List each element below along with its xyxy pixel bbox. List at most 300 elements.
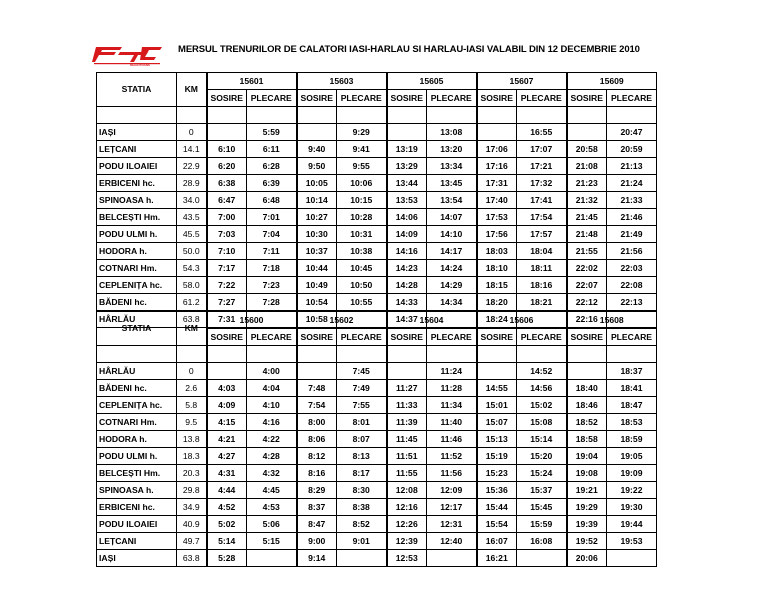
km-value: 13.8 [177,431,207,448]
arrival-time [207,124,247,141]
departure-time: 7:28 [247,294,297,311]
departure-time: 15:20 [517,448,567,465]
km-value: 5.8 [177,397,207,414]
km-value: 61.2 [177,294,207,311]
arrival-header: SOSIRE [207,90,247,107]
arrival-time: 21:23 [567,175,607,192]
arrival-time: 15:13 [477,431,517,448]
departure-time: 19:05 [607,448,657,465]
departure-time: 8:07 [337,431,387,448]
arrival-time: 4:27 [207,448,247,465]
departure-time: 20:47 [607,124,657,141]
departure-time: 13:20 [427,141,477,158]
arrival-time: 16:21 [477,550,517,567]
arrival-time: 10:37 [297,243,337,260]
departure-time: 19:53 [607,533,657,550]
departure-time: 10:15 [337,192,387,209]
departure-time: 13:34 [427,158,477,175]
arrival-time: 14:06 [387,209,427,226]
departure-header: PLECARE [247,90,297,107]
arrival-time: 17:40 [477,192,517,209]
departure-time: 15:37 [517,482,567,499]
regiotrans-logo [92,44,164,66]
departure-time: 12:31 [427,516,477,533]
station-name: CEPLENIȚA hc. [97,277,177,294]
station-name: PODU ULMI h. [97,226,177,243]
departure-time: 19:22 [607,482,657,499]
departure-time [607,550,657,567]
departure-time: 11:52 [427,448,477,465]
departure-time: 8:17 [337,465,387,482]
km-value: 40.9 [177,516,207,533]
arrival-time: 7:31 [207,311,247,328]
station-name: LEȚCANI [97,141,177,158]
arrival-time: 10:44 [297,260,337,277]
arrival-time: 7:00 [207,209,247,226]
arrival-time: 4:15 [207,414,247,431]
departure-time: 17:54 [517,209,567,226]
station-name: ERBICENI hc. [97,499,177,516]
arrival-time: 18:58 [567,431,607,448]
train-number-header: 15607 [477,73,567,90]
arrival-time: 9:50 [297,158,337,175]
arrival-header: SOSIRE [477,90,517,107]
table-row [97,550,657,567]
train-number-header: 15605 [387,73,477,90]
km-value: 49.7 [177,533,207,550]
col-km-header: KM [177,312,207,346]
departure-header: PLECARE [337,329,387,346]
departure-time: 7:04 [247,226,297,243]
arrival-time: 18:52 [567,414,607,431]
arrival-time: 14:16 [387,243,427,260]
departure-header: PLECARE [427,329,477,346]
arrival-time: 17:31 [477,175,517,192]
departure-time: 11:24 [427,363,477,380]
arrival-time: 22:02 [567,260,607,277]
arrival-time: 15:07 [477,414,517,431]
departure-time [247,550,297,567]
departure-time: 14:17 [427,243,477,260]
arrival-time: 12:53 [387,550,427,567]
departure-time: 18:04 [517,243,567,260]
departure-time: 16:55 [517,124,567,141]
arrival-time: 19:39 [567,516,607,533]
arrival-time: 11:33 [387,397,427,414]
station-name: COTNARI Hm. [97,414,177,431]
arrival-time: 7:48 [297,380,337,397]
arrival-time [387,124,427,141]
table-row [97,414,657,431]
departure-time: 14:10 [427,226,477,243]
departure-header: PLECARE [517,90,567,107]
departure-time: 15:45 [517,499,567,516]
km-value: 63.8 [177,311,207,328]
table-row [97,192,657,209]
arrival-time: 22:07 [567,277,607,294]
arrival-time: 4:31 [207,465,247,482]
arrival-time: 11:45 [387,431,427,448]
departure-time: 4:32 [247,465,297,482]
departure-time: 22:13 [607,294,657,311]
arrival-time: 14:33 [387,294,427,311]
train-number-header: 15600 [207,312,297,329]
arrival-time: 14:37 [387,311,427,328]
departure-time: 19:44 [607,516,657,533]
arrival-time: 18:15 [477,277,517,294]
table-row [97,226,657,243]
arrival-time: 4:21 [207,431,247,448]
table-row [97,516,657,533]
arrival-time: 18:46 [567,397,607,414]
arrival-time [567,363,607,380]
arrival-time: 4:09 [207,397,247,414]
km-value: 34.0 [177,192,207,209]
km-value: 34.9 [177,499,207,516]
arrival-time: 11:39 [387,414,427,431]
table-row [97,277,657,294]
arrival-time: 12:16 [387,499,427,516]
departure-time: 17:57 [517,226,567,243]
departure-time: 10:45 [337,260,387,277]
arrival-header: SOSIRE [297,90,337,107]
table-row [97,260,657,277]
arrival-header: SOSIRE [567,90,607,107]
arrival-time: 21:55 [567,243,607,260]
table-row [97,533,657,550]
departure-time: 21:24 [607,175,657,192]
arrival-time: 19:52 [567,533,607,550]
arrival-time [477,363,517,380]
departure-time: 17:41 [517,192,567,209]
col-station-header: STATIA [97,312,177,346]
departure-time [427,550,477,567]
arrival-time: 15:44 [477,499,517,516]
station-name: BELCEȘTI Hm. [97,465,177,482]
arrival-time: 4:44 [207,482,247,499]
arrival-time [387,363,427,380]
arrival-time: 10:49 [297,277,337,294]
departure-time: 5:59 [247,124,297,141]
arrival-time: 7:17 [207,260,247,277]
departure-time: 7:49 [337,380,387,397]
station-name: CEPLENIȚA hc. [97,397,177,414]
km-value: 20.3 [177,465,207,482]
departure-time: 15:24 [517,465,567,482]
arrival-time: 21:48 [567,226,607,243]
km-value: 0 [177,363,207,380]
table-row [97,499,657,516]
departure-header: PLECARE [517,329,567,346]
departure-time: 15:59 [517,516,567,533]
arrival-header: SOSIRE [297,329,337,346]
station-name: PODU ILOAIEI [97,158,177,175]
departure-time: 10:31 [337,226,387,243]
arrival-time: 15:23 [477,465,517,482]
arrival-time: 11:51 [387,448,427,465]
departure-time: 17:21 [517,158,567,175]
table-row [97,175,657,192]
departure-time: 9:01 [337,533,387,550]
arrival-time: 14:23 [387,260,427,277]
station-name: BELCEȘTI Hm. [97,209,177,226]
departure-time: 17:07 [517,141,567,158]
departure-header: PLECARE [607,329,657,346]
arrival-time: 8:29 [297,482,337,499]
station-name: LEȚCANI [97,533,177,550]
train-number-header: 15603 [297,73,387,90]
departure-time: 18:53 [607,414,657,431]
arrival-time: 17:06 [477,141,517,158]
arrival-time: 20:06 [567,550,607,567]
arrival-time: 12:39 [387,533,427,550]
departure-time [517,550,567,567]
departure-time: 10:06 [337,175,387,192]
departure-time: 11:34 [427,397,477,414]
table-row [97,209,657,226]
station-name: BĂDENI hc. [97,294,177,311]
departure-time: 15:08 [517,414,567,431]
arrival-time: 8:12 [297,448,337,465]
arrival-time: 22:12 [567,294,607,311]
arrival-time: 10:14 [297,192,337,209]
station-name: BĂDENI hc. [97,380,177,397]
table-row [97,363,657,380]
arrival-time: 14:28 [387,277,427,294]
arrival-time: 12:08 [387,482,427,499]
departure-time: 7:18 [247,260,297,277]
arrival-time: 15:19 [477,448,517,465]
departure-time: 8:38 [337,499,387,516]
departure-time: 6:39 [247,175,297,192]
departure-time: 14:56 [517,380,567,397]
departure-time: 4:22 [247,431,297,448]
departure-time: 16:08 [517,533,567,550]
departure-time: 4:04 [247,380,297,397]
km-value: 43.5 [177,209,207,226]
departure-time: 13:45 [427,175,477,192]
departure-time: 8:13 [337,448,387,465]
departure-time: 15:14 [517,431,567,448]
table-row [97,465,657,482]
km-value: 18.3 [177,448,207,465]
departure-time: 18:59 [607,431,657,448]
arrival-header: SOSIRE [387,90,427,107]
arrival-time: 13:29 [387,158,427,175]
table-row [97,482,657,499]
arrival-time: 4:52 [207,499,247,516]
table-row [97,397,657,414]
departure-time: 22:03 [607,260,657,277]
arrival-time: 9:00 [297,533,337,550]
departure-time: 10:28 [337,209,387,226]
table-row [97,380,657,397]
km-value: 50.0 [177,243,207,260]
departure-time: 4:00 [247,363,297,380]
table-row [97,431,657,448]
departure-time: 9:29 [337,124,387,141]
departure-time: 21:49 [607,226,657,243]
arrival-time: 18:03 [477,243,517,260]
departure-time: 5:15 [247,533,297,550]
arrival-time: 16:07 [477,533,517,550]
km-value: 2.6 [177,380,207,397]
arrival-time [567,124,607,141]
station-name: IAȘI [97,550,177,567]
arrival-time: 12:26 [387,516,427,533]
arrival-time: 8:00 [297,414,337,431]
departure-time: 14:52 [517,363,567,380]
departure-time: 18:16 [517,277,567,294]
km-value: 9.5 [177,414,207,431]
arrival-time: 10:30 [297,226,337,243]
arrival-time: 7:10 [207,243,247,260]
km-value: 63.8 [177,550,207,567]
arrival-time [297,124,337,141]
arrival-time: 21:32 [567,192,607,209]
departure-time: 8:52 [337,516,387,533]
departure-time: 13:08 [427,124,477,141]
departure-time: 17:32 [517,175,567,192]
table-row [97,243,657,260]
departure-time: 21:33 [607,192,657,209]
departure-header: PLECARE [337,90,387,107]
arrival-time: 9:14 [297,550,337,567]
col-station-header: STATIA [97,73,177,107]
km-value: 58.0 [177,277,207,294]
arrival-time: 7:27 [207,294,247,311]
arrival-header: SOSIRE [207,329,247,346]
arrival-header: SOSIRE [567,329,607,346]
table-row [97,124,657,141]
arrival-time: 19:21 [567,482,607,499]
arrival-time: 13:53 [387,192,427,209]
station-name: HÂRLĂU [97,311,177,328]
departure-time: 21:56 [607,243,657,260]
arrival-time: 22:16 [567,311,607,328]
timetable-iasi-harlau [96,72,657,328]
departure-time: 12:09 [427,482,477,499]
arrival-time: 7:22 [207,277,247,294]
arrival-time: 6:47 [207,192,247,209]
departure-time: 22:08 [607,277,657,294]
departure-time: 6:11 [247,141,297,158]
km-value: 14.1 [177,141,207,158]
arrival-time: 11:55 [387,465,427,482]
departure-time: 11:28 [427,380,477,397]
arrival-time: 20:58 [567,141,607,158]
arrival-time: 11:27 [387,380,427,397]
arrival-time: 18:10 [477,260,517,277]
station-name: PODU ILOAIEI [97,516,177,533]
departure-time: 14:07 [427,209,477,226]
arrival-time: 13:44 [387,175,427,192]
departure-time: 21:13 [607,158,657,175]
arrival-time: 7:03 [207,226,247,243]
departure-time: 6:28 [247,158,297,175]
departure-time: 10:50 [337,277,387,294]
arrival-time: 13:19 [387,141,427,158]
table-row [97,448,657,465]
departure-time: 21:46 [607,209,657,226]
station-name: SPINOASA h. [97,482,177,499]
departure-time: 13:54 [427,192,477,209]
col-km-header: KM [177,73,207,107]
arrival-time: 18:40 [567,380,607,397]
departure-time: 10:55 [337,294,387,311]
logo-text: REGIOTRANS [130,62,151,66]
arrival-time [297,363,337,380]
arrival-time: 4:03 [207,380,247,397]
arrival-time: 15:54 [477,516,517,533]
page-title: MERSUL TRENURILOR DE CALATORI IASI-HARLAU SI HARLAU-IASI VALABIL DIN 12 DECEMBRIE 2010 [178,44,640,55]
arrival-time: 17:16 [477,158,517,175]
km-value: 54.3 [177,260,207,277]
arrival-time: 8:47 [297,516,337,533]
departure-time: 12:17 [427,499,477,516]
train-number-header: 15608 [567,312,657,329]
departure-header: PLECARE [607,90,657,107]
station-name: HODORA h. [97,431,177,448]
station-name: SPINOASA h. [97,192,177,209]
arrival-time: 21:08 [567,158,607,175]
departure-time: 14:29 [427,277,477,294]
departure-time: 20:59 [607,141,657,158]
arrival-time: 14:09 [387,226,427,243]
departure-time: 14:34 [427,294,477,311]
departure-time: 4:28 [247,448,297,465]
departure-time: 5:06 [247,516,297,533]
departure-time [337,550,387,567]
km-value: 22.9 [177,158,207,175]
arrival-time: 10:05 [297,175,337,192]
km-value: 0 [177,124,207,141]
departure-time: 18:11 [517,260,567,277]
departure-time: 6:48 [247,192,297,209]
departure-time: 4:16 [247,414,297,431]
departure-time: 7:23 [247,277,297,294]
departure-time: 14:24 [427,260,477,277]
departure-time: 11:56 [427,465,477,482]
arrival-time: 10:54 [297,294,337,311]
station-name: HÂRLĂU [97,363,177,380]
km-value: 28.9 [177,175,207,192]
arrival-time: 18:24 [477,311,517,328]
arrival-time [477,124,517,141]
train-number-header: 15609 [567,73,657,90]
table-row [97,294,657,311]
train-number-header: 15602 [297,312,387,329]
departure-time: 19:30 [607,499,657,516]
departure-time: 18:47 [607,397,657,414]
departure-header: PLECARE [247,329,297,346]
train-number-header: 15604 [387,312,477,329]
arrival-header: SOSIRE [477,329,517,346]
arrival-time: 17:53 [477,209,517,226]
arrival-time: 8:37 [297,499,337,516]
departure-time: 7:45 [337,363,387,380]
arrival-time: 14:55 [477,380,517,397]
departure-time: 19:09 [607,465,657,482]
arrival-header: SOSIRE [387,329,427,346]
arrival-time: 10:27 [297,209,337,226]
arrival-time: 7:54 [297,397,337,414]
departure-time: 8:01 [337,414,387,431]
departure-time: 12:40 [427,533,477,550]
table-row [97,141,657,158]
arrival-time: 9:40 [297,141,337,158]
arrival-time [207,363,247,380]
